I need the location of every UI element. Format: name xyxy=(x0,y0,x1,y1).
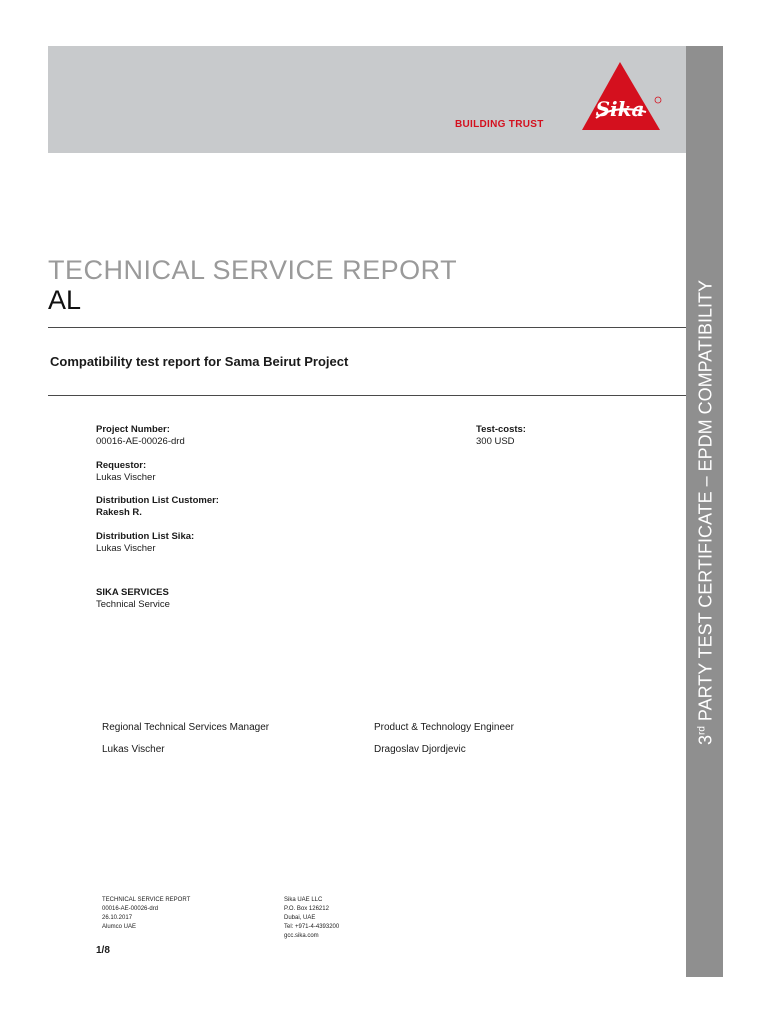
dist-sika-value: Lukas Vischer xyxy=(96,543,156,554)
dist-sika-label: Distribution List Sika: xyxy=(96,531,195,542)
left-signature-role: Regional Technical Services Manager xyxy=(102,722,270,733)
footer-right-line: P.O. Box 126212 xyxy=(284,906,329,912)
footer-left xyxy=(102,896,190,932)
dist-sika-field xyxy=(96,531,194,555)
requestor-field xyxy=(96,460,156,484)
footer-left-line: Alumco UAE xyxy=(102,924,137,930)
footer-right xyxy=(284,896,339,941)
organization-block xyxy=(96,587,170,611)
side-prefix: 3 xyxy=(695,735,716,746)
project-number-label: Project Number: xyxy=(96,424,170,435)
report-country: AL xyxy=(48,285,82,315)
dist-customer-label: Distribution List Customer: xyxy=(96,495,219,506)
divider-top xyxy=(48,327,686,328)
footer-left-line: TECHNICAL SERVICE REPORT xyxy=(102,897,191,903)
report-title: TECHNICAL SERVICE REPORT xyxy=(48,255,458,285)
divider-bottom xyxy=(48,395,686,396)
test-costs-label: Test-costs: xyxy=(476,424,526,435)
organization-dept: Technical Service xyxy=(96,599,170,610)
side-text-body: PARTY TEST CERTIFICATE – EPDM COMPATIBILITY xyxy=(695,280,716,727)
side-certificate-title xyxy=(693,63,716,963)
project-number-field xyxy=(96,424,185,448)
right-signature-name: Dragoslav Djordjevic xyxy=(374,744,466,755)
requestor-label: Requestor: xyxy=(96,460,147,471)
test-costs-field xyxy=(476,424,526,448)
organization-name: SIKA SERVICES xyxy=(96,587,169,598)
requestor-value: Lukas Vischer xyxy=(96,472,156,483)
footer-left-line: 00016-AE-00026-drd xyxy=(102,906,159,912)
footer-right-line: Dubai, UAE xyxy=(284,915,316,921)
right-signature-role: Product & Technology Engineer xyxy=(374,722,514,733)
dist-customer-value: Rakesh R. xyxy=(96,507,142,518)
footer-right-line: Tel: +971-4-4393200 xyxy=(284,924,340,930)
footer-right-line: Sika UAE LLC xyxy=(284,897,323,903)
project-number-value: 00016-AE-00026-drd xyxy=(96,436,185,447)
footer-right-line: gcc.sika.com xyxy=(284,933,319,939)
logo-text: Sika xyxy=(595,97,645,121)
report-subject: Compatibility test report for Sama Beirut Project xyxy=(50,354,349,369)
footer-left-line: 26.10.2017 xyxy=(102,915,133,921)
left-signature-name: Lukas Vischer xyxy=(102,744,165,755)
tagline: BUILDING TRUST xyxy=(455,119,544,130)
test-costs-value: 300 USD xyxy=(476,436,515,447)
side-superscript: rd xyxy=(696,726,708,735)
sika-logo-icon xyxy=(580,60,664,132)
dist-customer-field xyxy=(96,495,219,519)
page-number: 1/8 xyxy=(96,945,110,956)
